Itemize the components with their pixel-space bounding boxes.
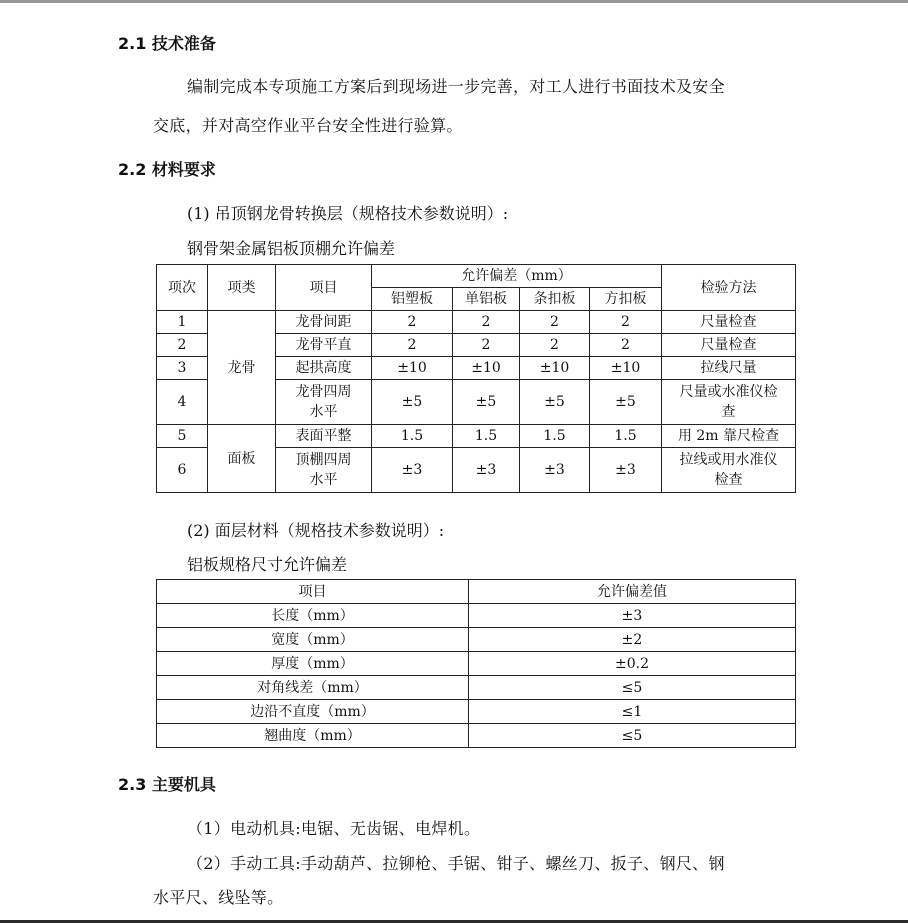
cell-method: 尺量检查 — [662, 334, 796, 357]
cell-item: 表面平整 — [276, 425, 372, 448]
tolerance-table-2 — [156, 579, 796, 748]
header-class: 项类 — [208, 265, 276, 311]
list-item-1: (1) 吊顶钢龙骨转换层（规格技术参数说明）: — [187, 204, 509, 223]
table-row — [157, 724, 796, 748]
cell-no: 1 — [157, 311, 208, 334]
cell-value: ±10 — [453, 357, 520, 380]
cell-value: ±10 — [520, 357, 590, 380]
cell-item: 龙骨间距 — [276, 311, 372, 334]
table-row — [157, 652, 796, 676]
cell-value: 1.5 — [372, 425, 453, 448]
cell-item: 翘曲度（mm） — [157, 724, 469, 748]
cell-method-line: 检查 — [714, 472, 743, 488]
cell-method: 用 2m 靠尺检查 — [662, 425, 796, 448]
cell-value: ±0.2 — [469, 652, 796, 676]
cell-item: 厚度（mm） — [157, 652, 469, 676]
cell-item: 长度（mm） — [157, 604, 469, 628]
header-item: 项目 — [157, 580, 469, 604]
cell-value: ±3 — [372, 448, 453, 493]
cell-no: 4 — [157, 380, 208, 425]
table-header-row — [157, 265, 796, 288]
cell-value: ±5 — [590, 380, 662, 425]
cell-value: ±5 — [372, 380, 453, 425]
subheader-cell: 条扣板 — [520, 288, 590, 311]
cell-method-line: 尺量或水准仪检 — [679, 384, 778, 400]
tolerance-table-1 — [156, 264, 796, 493]
cell-value: ±10 — [372, 357, 453, 380]
cell-value: 2 — [453, 311, 520, 334]
paragraph-line-2: 交底，并对高空作业平台安全性进行验算。 — [153, 116, 463, 135]
cell-method-line: 拉线或用水准仪 — [679, 452, 778, 468]
cell-value: 2 — [520, 311, 590, 334]
cell-value: ≤1 — [469, 700, 796, 724]
cell-value: 1.5 — [453, 425, 520, 448]
header-method: 检验方法 — [662, 265, 796, 311]
table-row — [157, 700, 796, 724]
cell-item: 边沿不直度（mm） — [157, 700, 469, 724]
cell-value: ±10 — [590, 357, 662, 380]
cell-value: 2 — [520, 334, 590, 357]
cell-value: 2 — [372, 334, 453, 357]
table-row — [157, 311, 796, 334]
cell-method: 尺量检查 — [662, 311, 796, 334]
table-row — [157, 628, 796, 652]
cell-no: 5 — [157, 425, 208, 448]
list-item-2: (2) 面层材料（规格技术参数说明）: — [187, 521, 445, 540]
cell-method — [662, 380, 796, 425]
cell-method-line: 查 — [721, 404, 736, 420]
cell-value: 1.5 — [520, 425, 590, 448]
cell-item — [276, 380, 372, 425]
cell-value: ±3 — [469, 604, 796, 628]
cell-value: 2 — [590, 334, 662, 357]
header-tolerance: 允许偏差（mm） — [372, 265, 662, 288]
paragraph-line-1: 编制完成本专项施工方案后到现场进一步完善，对工人进行书面技术及安全 — [187, 77, 725, 96]
subheader-cell: 铝塑板 — [372, 288, 453, 311]
subheader-cell: 单铝板 — [453, 288, 520, 311]
cell-value: 2 — [453, 334, 520, 357]
cell-value: ≤5 — [469, 676, 796, 700]
cell-item-line: 水平 — [309, 472, 338, 488]
cell-value: 2 — [372, 311, 453, 334]
cell-value: 1.5 — [590, 425, 662, 448]
cell-no: 6 — [157, 448, 208, 493]
table2-caption: 铝板规格尺寸允许偏差 — [187, 555, 348, 574]
top-border — [0, 0, 908, 3]
section-heading-2-1: 2.1 技术准备 — [118, 34, 216, 53]
cell-item: 龙骨平直 — [276, 334, 372, 357]
cell-no: 2 — [157, 334, 208, 357]
cell-item-line: 龙骨四周 — [295, 384, 352, 400]
cell-item — [276, 448, 372, 493]
section-heading-2-3: 2.3 主要机具 — [118, 775, 216, 794]
cell-value: ≤5 — [469, 724, 796, 748]
section-heading-2-2: 2.2 材料要求 — [118, 160, 216, 179]
table-row — [157, 604, 796, 628]
cell-value: ±5 — [520, 380, 590, 425]
header-item: 项目 — [276, 265, 372, 311]
table1-caption: 钢骨架金属铝板顶棚允许偏差 — [187, 239, 396, 258]
cell-value: 2 — [590, 311, 662, 334]
header-value: 允许偏差值 — [469, 580, 796, 604]
cell-item: 宽度（mm） — [157, 628, 469, 652]
cell-value: ±3 — [590, 448, 662, 493]
header-no: 项次 — [157, 265, 208, 311]
tools-item-1: （1）电动机具:电锯、无齿锯、电焊机。 — [187, 819, 481, 838]
cell-class-keel: 龙骨 — [208, 311, 276, 425]
cell-value: ±3 — [453, 448, 520, 493]
cell-value: ±5 — [453, 380, 520, 425]
cell-value: ±2 — [469, 628, 796, 652]
tools-item-2-line-2: 水平尺、线坠等。 — [153, 888, 284, 907]
table-row — [157, 425, 796, 448]
table-row — [157, 676, 796, 700]
cell-item: 对角线差（mm） — [157, 676, 469, 700]
cell-item-line: 顶棚四周 — [295, 452, 352, 468]
subheader-cell: 方扣板 — [590, 288, 662, 311]
cell-no: 3 — [157, 357, 208, 380]
cell-value: ±3 — [520, 448, 590, 493]
tools-item-2-line-1: （2）手动工具:手动葫芦、拉铆枪、手锯、钳子、螺丝刀、扳子、钢尺、钢 — [187, 854, 725, 873]
cell-item: 起拱高度 — [276, 357, 372, 380]
cell-method: 拉线尺量 — [662, 357, 796, 380]
cell-item-line: 水平 — [309, 404, 338, 420]
table-header-row — [157, 580, 796, 604]
cell-method — [662, 448, 796, 493]
cell-class-panel: 面板 — [208, 425, 276, 493]
